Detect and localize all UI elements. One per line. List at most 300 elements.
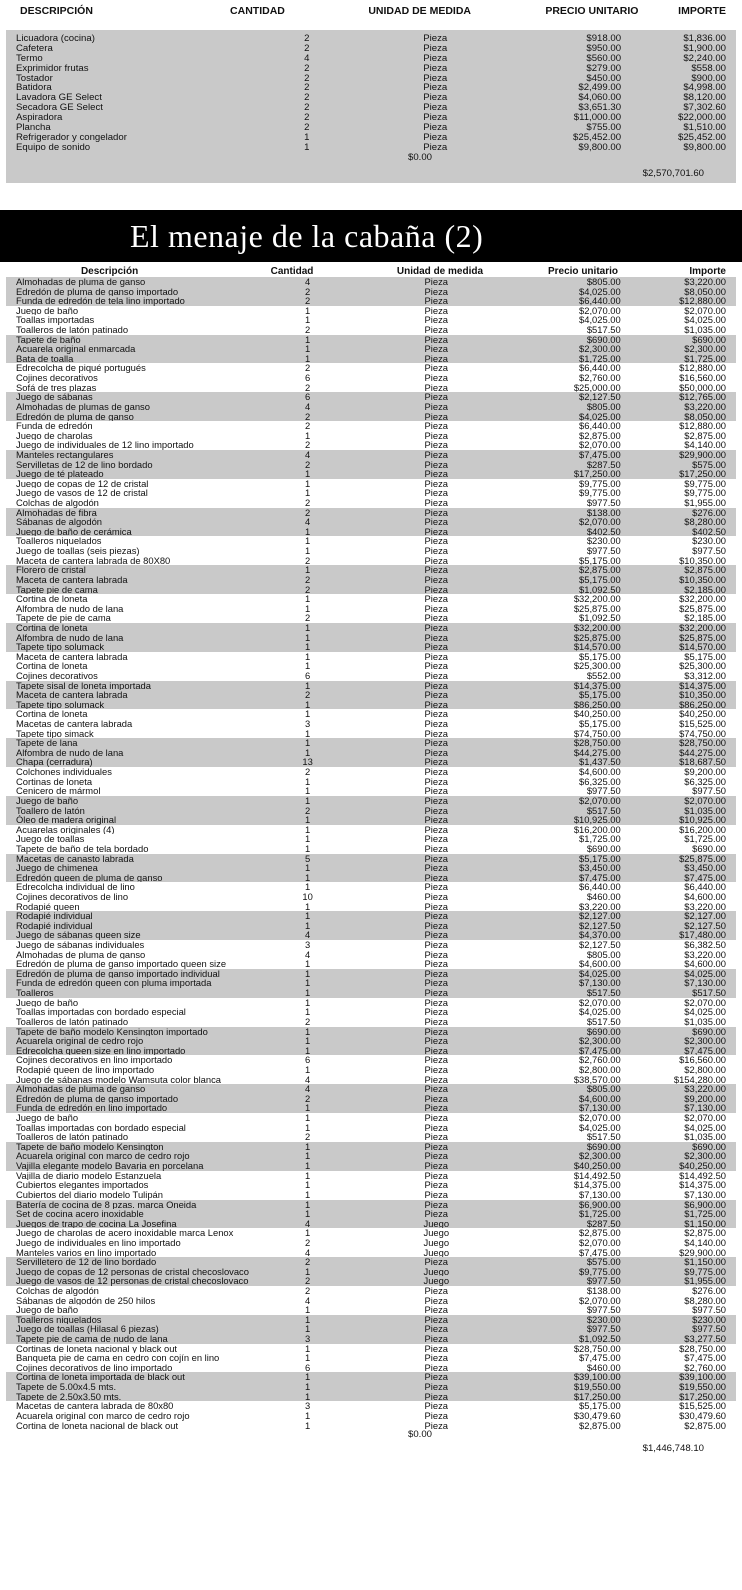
item-quantity: 1 bbox=[304, 305, 311, 316]
item-unit-price: $755.00 bbox=[586, 123, 622, 133]
item-amount: $230.00 bbox=[692, 536, 726, 547]
item-description: Manteles rectangulares bbox=[16, 449, 114, 460]
item-unit: Pieza bbox=[424, 738, 448, 748]
item-description: Cortina de loneta bbox=[16, 661, 88, 671]
item-amount: $1,955.00 bbox=[684, 498, 726, 508]
item-unit: Pieza bbox=[424, 507, 448, 518]
item-quantity: 1 bbox=[304, 1420, 311, 1431]
item-unit-price: $2,070.00 bbox=[579, 1113, 621, 1123]
item-amount: $17,480.00 bbox=[679, 930, 726, 941]
item-description: Set de cocina acero inoxidable bbox=[16, 1209, 144, 1219]
item-description: Bata de toalla bbox=[16, 353, 74, 364]
appliances-table bbox=[6, 0, 736, 183]
item-description: Cojines decorativos de lino bbox=[16, 892, 129, 902]
item-description: Juego de charolas bbox=[16, 430, 93, 441]
item-unit-price: $6,440.00 bbox=[579, 421, 621, 431]
item-amount: $25,875.00 bbox=[679, 603, 726, 614]
item-quantity: 6 bbox=[304, 1362, 311, 1373]
item-amount: $6,382.50 bbox=[684, 940, 726, 950]
item-unit: Pieza bbox=[424, 680, 448, 691]
item-quantity: 1 bbox=[304, 738, 311, 748]
item-quantity: 2 bbox=[304, 1093, 311, 1104]
item-unit: Pieza bbox=[424, 805, 448, 816]
item-unit: Pieza bbox=[424, 1045, 448, 1056]
item-unit-price: $2,127.50 bbox=[579, 392, 621, 402]
table-row bbox=[6, 1200, 736, 1210]
item-amount: $15,525.00 bbox=[679, 719, 726, 729]
item-unit-price: $7,475.00 bbox=[579, 1045, 621, 1056]
item-amount: $2,875.00 bbox=[684, 1228, 726, 1238]
table-row bbox=[6, 854, 736, 864]
item-unit-price: $3,651.30 bbox=[578, 103, 622, 114]
item-unit-price: $17,250.00 bbox=[573, 469, 621, 479]
item-amount: $9,800.00 bbox=[683, 142, 727, 153]
item-unit: Pieza bbox=[424, 1084, 448, 1094]
item-unit-price: $560.00 bbox=[586, 53, 622, 64]
item-quantity: 2 bbox=[304, 574, 311, 585]
item-amount: $2,185.00 bbox=[684, 613, 726, 623]
item-amount: $690.00 bbox=[692, 334, 726, 345]
item-quantity: 1 bbox=[304, 632, 311, 643]
table-row bbox=[6, 527, 736, 537]
table-row bbox=[6, 335, 736, 345]
item-unit: Pieza bbox=[424, 719, 448, 729]
item-unit-price: $6,325.00 bbox=[579, 776, 621, 787]
item-unit: Pieza bbox=[424, 382, 448, 393]
table-row bbox=[6, 1286, 736, 1296]
item-quantity: 1 bbox=[304, 1391, 311, 1402]
item-description: Juegos de trapo de cocina La Josefina bbox=[16, 1218, 177, 1229]
item-amount: $9,775.00 bbox=[684, 1266, 726, 1277]
item-quantity: 5 bbox=[304, 853, 311, 864]
item-description: Juego de baño bbox=[16, 997, 79, 1008]
item-description: Tapete de baño de tela bordado bbox=[16, 843, 149, 854]
item-quantity: 1 bbox=[304, 1372, 311, 1383]
table-row bbox=[6, 940, 736, 950]
table-row bbox=[6, 1267, 736, 1277]
item-unit-price: $5,175.00 bbox=[579, 853, 621, 864]
item-unit: Pieza bbox=[424, 968, 448, 979]
item-unit: Pieza bbox=[424, 517, 448, 527]
item-quantity: 1 bbox=[304, 469, 311, 479]
item-quantity: 2 bbox=[304, 34, 310, 44]
item-description: Tapete de baño modelo Kensington importado bbox=[16, 1026, 208, 1037]
item-unit-price: $14,375.00 bbox=[573, 1180, 621, 1190]
table-row bbox=[6, 613, 736, 623]
table-row bbox=[6, 344, 736, 354]
table-row bbox=[6, 133, 736, 143]
item-unit: Pieza bbox=[424, 940, 448, 950]
item-unit-price: $4,025.00 bbox=[579, 411, 621, 422]
item-unit-price: $9,775.00 bbox=[579, 478, 621, 489]
table-row bbox=[6, 450, 736, 460]
item-unit-price: $6,440.00 bbox=[579, 363, 621, 374]
item-quantity: 2 bbox=[304, 123, 310, 133]
item-amount: $2,185.00 bbox=[684, 584, 726, 595]
item-quantity: 1 bbox=[304, 843, 311, 854]
item-unit: Pieza bbox=[424, 815, 448, 825]
item-description: Tapete de pie de cama bbox=[16, 613, 111, 623]
item-description: Edrecolcha queen size en lino importado bbox=[16, 1045, 186, 1056]
table-row bbox=[6, 873, 736, 883]
table-row bbox=[6, 1036, 736, 1046]
table-row bbox=[6, 719, 736, 729]
item-unit-price: $2,760.00 bbox=[579, 373, 621, 383]
item-unit: Pieza bbox=[424, 997, 448, 1008]
item-description: Juego de toallas (seis piezas) bbox=[16, 546, 140, 556]
header-precio: PRECIO UNITARIO bbox=[545, 5, 639, 17]
item-amount: $25,452.00 bbox=[678, 132, 727, 143]
table-row bbox=[6, 565, 736, 575]
item-quantity: 2 bbox=[304, 459, 311, 470]
item-unit-price: $3,220.00 bbox=[579, 901, 621, 912]
item-quantity: 1 bbox=[304, 776, 311, 787]
item-unit-price: $287.50 bbox=[586, 459, 621, 470]
table-row bbox=[6, 700, 736, 710]
item-description: Almohadas de fibra bbox=[16, 507, 97, 518]
table-row bbox=[6, 1305, 736, 1315]
item-unit-price: $2,070.00 bbox=[579, 1237, 621, 1248]
item-unit-price: $5,175.00 bbox=[579, 574, 621, 585]
table-row bbox=[6, 143, 736, 153]
item-description: Toalleros niquelados bbox=[16, 1314, 102, 1325]
item-unit: Pieza bbox=[424, 1199, 448, 1210]
item-unit: Juego bbox=[423, 1276, 450, 1286]
item-amount: $4,140.00 bbox=[684, 1237, 726, 1248]
item-description: Edredón de pluma de ganso bbox=[16, 411, 134, 422]
item-amount: $900.00 bbox=[691, 73, 727, 84]
item-unit: Pieza bbox=[424, 574, 448, 585]
item-quantity: 1 bbox=[304, 959, 311, 969]
item-quantity: 2 bbox=[304, 1257, 311, 1267]
item-unit: Pieza bbox=[423, 132, 448, 143]
table-row bbox=[6, 460, 736, 470]
item-unit-price: $7,475.00 bbox=[579, 1247, 621, 1258]
item-amount: $32,200.00 bbox=[679, 622, 726, 633]
item-description: Toallero de latón bbox=[16, 805, 85, 816]
item-unit-price: $7,475.00 bbox=[579, 872, 621, 883]
table-row bbox=[6, 1382, 736, 1392]
item-unit-price: $4,600.00 bbox=[579, 1093, 621, 1104]
item-description: Vajilla elegante modelo Bavaria en porcelana bbox=[16, 1161, 204, 1171]
item-description: Florero de cristal bbox=[16, 565, 86, 575]
table-row bbox=[6, 74, 736, 84]
item-description: Juego de individuales en lino importado bbox=[16, 1237, 181, 1248]
table-row bbox=[6, 690, 736, 700]
item-unit-price: $977.50 bbox=[586, 1276, 621, 1286]
item-unit-price: $4,060.00 bbox=[578, 93, 622, 104]
item-unit-price: $7,130.00 bbox=[579, 978, 621, 989]
item-unit: Pieza bbox=[424, 334, 448, 345]
item-unit: Pieza bbox=[424, 988, 448, 998]
item-unit-price: $517.50 bbox=[586, 325, 621, 335]
item-unit-price: $10,925.00 bbox=[573, 815, 621, 825]
item-unit: Pieza bbox=[424, 949, 448, 960]
item-description: Juego de sábanas queen size bbox=[16, 930, 141, 941]
item-unit: Pieza bbox=[424, 699, 448, 710]
table-row bbox=[6, 1084, 736, 1094]
item-unit-price: $14,570.00 bbox=[573, 642, 621, 652]
item-amount: $2,760.00 bbox=[684, 1362, 726, 1373]
item-quantity: 1 bbox=[304, 1007, 311, 1017]
item-unit: Pieza bbox=[424, 767, 448, 777]
item-unit: Pieza bbox=[424, 978, 448, 989]
item-description: Alfombra de nudo de lana bbox=[16, 632, 124, 643]
item-unit-price: $28,750.00 bbox=[573, 738, 621, 748]
item-description: Rodapié queen de lino importado bbox=[16, 1064, 155, 1075]
item-amount: $10,350.00 bbox=[679, 690, 726, 700]
item-quantity: 1 bbox=[304, 1045, 311, 1056]
item-amount: $2,875.00 bbox=[684, 1420, 726, 1431]
item-amount: $6,900.00 bbox=[684, 1199, 726, 1210]
item-unit: Pieza bbox=[424, 882, 448, 892]
item-unit-price: $287.50 bbox=[586, 1218, 621, 1229]
item-unit: Pieza bbox=[424, 776, 448, 787]
cabin-inventory-table bbox=[6, 266, 736, 1456]
item-quantity: 4 bbox=[304, 949, 311, 960]
item-amount: $2,127.00 bbox=[684, 911, 726, 921]
item-amount: $10,350.00 bbox=[679, 555, 726, 566]
item-unit: Pieza bbox=[424, 469, 448, 479]
cabin-total: $1,446,748.10 bbox=[642, 1443, 704, 1455]
item-amount: $86,250.00 bbox=[679, 699, 726, 710]
item-quantity: 10 bbox=[302, 892, 313, 902]
item-unit: Pieza bbox=[424, 344, 448, 354]
item-unit: Pieza bbox=[423, 53, 448, 64]
item-quantity: 2 bbox=[304, 690, 311, 700]
table-row bbox=[6, 536, 736, 546]
item-unit: Pieza bbox=[424, 315, 448, 326]
item-unit-price: $690.00 bbox=[586, 1141, 621, 1152]
item-unit-price: $25,452.00 bbox=[573, 132, 622, 143]
item-unit: Pieza bbox=[424, 449, 448, 460]
table-row bbox=[6, 1142, 736, 1152]
item-unit: Pieza bbox=[424, 286, 448, 297]
table-row bbox=[6, 1209, 736, 1219]
item-quantity: 1 bbox=[304, 546, 311, 556]
item-unit-price: $517.50 bbox=[586, 988, 621, 998]
item-description: Acuarela original de cedro rojo bbox=[16, 1036, 144, 1046]
item-unit: Pieza bbox=[424, 1372, 448, 1383]
item-amount: $1,725.00 bbox=[684, 1209, 726, 1219]
item-quantity: 1 bbox=[304, 872, 311, 883]
item-description: Toalleros de latón patinado bbox=[16, 325, 129, 335]
item-quantity: 2 bbox=[304, 363, 311, 374]
table-row bbox=[6, 921, 736, 931]
item-amount: $1,510.00 bbox=[683, 123, 727, 133]
table-row bbox=[6, 1257, 736, 1267]
item-amount: $7,130.00 bbox=[684, 1103, 726, 1114]
item-unit: Pieza bbox=[423, 123, 448, 133]
item-quantity: 2 bbox=[304, 805, 311, 816]
item-quantity: 4 bbox=[304, 277, 311, 287]
item-quantity: 4 bbox=[304, 449, 311, 460]
item-description: Cubiertos del diario modelo Tulipán bbox=[16, 1189, 163, 1200]
item-unit-price: $40,250.00 bbox=[573, 709, 621, 720]
table-row bbox=[6, 546, 736, 556]
item-unit: Pieza bbox=[424, 1026, 448, 1037]
item-unit: Pieza bbox=[424, 824, 448, 835]
table-row bbox=[6, 902, 736, 912]
item-quantity: 1 bbox=[304, 795, 311, 806]
item-unit-price: $11,000.00 bbox=[573, 113, 622, 124]
table-row bbox=[6, 1151, 736, 1161]
item-quantity: 2 bbox=[304, 498, 311, 508]
item-unit-price: $16,200.00 bbox=[573, 824, 621, 835]
item-unit: Pieza bbox=[423, 93, 448, 104]
item-amount: $22,000.00 bbox=[678, 113, 727, 124]
item-description: Tapete de 2.50x3.50 mts. bbox=[16, 1391, 122, 1402]
item-amount: $1,150.00 bbox=[684, 1218, 726, 1229]
item-amount: $1,955.00 bbox=[684, 1276, 726, 1286]
table-row bbox=[6, 1296, 736, 1306]
item-amount: $402.50 bbox=[692, 526, 726, 537]
item-amount: $39,100.00 bbox=[679, 1372, 726, 1383]
header-descripcion: DESCRIPCIÓN bbox=[20, 5, 93, 17]
item-unit: Pieza bbox=[424, 853, 448, 864]
table-row bbox=[6, 287, 736, 297]
item-unit: Pieza bbox=[424, 536, 448, 547]
item-unit: Pieza bbox=[424, 1103, 448, 1114]
item-quantity: 1 bbox=[304, 978, 311, 989]
item-unit: Pieza bbox=[423, 43, 448, 54]
table-row bbox=[6, 585, 736, 595]
table-row bbox=[6, 1171, 736, 1181]
cabin-table-header bbox=[6, 266, 736, 277]
item-unit: Pieza bbox=[424, 1324, 448, 1335]
item-unit: Pieza bbox=[424, 728, 448, 739]
item-description: Toalleros de latón patinado bbox=[16, 1016, 129, 1027]
item-unit-price: $32,200.00 bbox=[573, 622, 621, 633]
table-row bbox=[6, 930, 736, 940]
item-unit: Pieza bbox=[424, 1410, 448, 1421]
item-amount: $29,900.00 bbox=[679, 1247, 726, 1258]
item-unit: Juego bbox=[423, 1228, 450, 1238]
item-quantity: 1 bbox=[304, 488, 311, 499]
item-quantity: 1 bbox=[304, 1161, 311, 1171]
item-unit-price: $25,000.00 bbox=[573, 382, 621, 393]
item-description: Servilletas de 12 de lino bordado bbox=[16, 459, 153, 470]
item-amount: $4,025.00 bbox=[684, 315, 726, 326]
item-quantity: 1 bbox=[304, 526, 311, 537]
cabin-subtotal: $0.00 bbox=[408, 1429, 433, 1441]
table-row bbox=[6, 1344, 736, 1354]
item-description: Edredón de pluma de ganso importado queen size bbox=[16, 959, 227, 969]
item-unit: Pieza bbox=[424, 401, 448, 412]
item-description: Juego de individuales de 12 lino importado bbox=[16, 440, 194, 450]
item-unit-price: $517.50 bbox=[586, 805, 621, 816]
item-unit: Pieza bbox=[424, 1113, 448, 1123]
item-description: Edredón de pluma de ganso importado bbox=[16, 1093, 179, 1104]
item-unit-price: $1,725.00 bbox=[579, 1209, 621, 1219]
item-unit-price: $28,750.00 bbox=[573, 1343, 621, 1354]
item-unit: Pieza bbox=[424, 920, 448, 931]
item-unit-price: $460.00 bbox=[586, 892, 621, 902]
item-unit-price: $460.00 bbox=[586, 1362, 621, 1373]
item-amount: $4,600.00 bbox=[684, 892, 726, 902]
item-unit: Pieza bbox=[424, 757, 448, 768]
item-unit: Pieza bbox=[424, 296, 448, 306]
table-row bbox=[6, 633, 736, 643]
item-description: Toallas importadas con bordado especial bbox=[16, 1122, 186, 1133]
item-amount: $1,836.00 bbox=[683, 34, 727, 44]
item-quantity: 1 bbox=[304, 824, 311, 835]
item-description: Tapete de baño modelo Kensington bbox=[16, 1141, 164, 1152]
item-quantity: 2 bbox=[304, 584, 311, 595]
item-unit: Pieza bbox=[424, 430, 448, 441]
item-unit: Pieza bbox=[424, 930, 448, 941]
table-row bbox=[6, 959, 736, 969]
table-row bbox=[6, 1055, 736, 1065]
item-description: Juego de vasos de 12 de cristal bbox=[16, 488, 148, 499]
item-quantity: 3 bbox=[304, 1401, 311, 1411]
item-amount: $7,475.00 bbox=[684, 1045, 726, 1056]
item-description: Juego de sábanas modelo Wamsuta color blanca bbox=[16, 1074, 221, 1085]
item-description: Exprimidor frutas bbox=[16, 63, 89, 74]
table-row bbox=[6, 421, 736, 431]
item-quantity: 1 bbox=[304, 353, 311, 364]
table-row bbox=[6, 1315, 736, 1325]
table-row bbox=[6, 1238, 736, 1248]
item-quantity: 1 bbox=[304, 1151, 311, 1162]
item-amount: $977.50 bbox=[692, 1324, 726, 1335]
item-unit: Pieza bbox=[424, 786, 448, 796]
header-cantidad: CANTIDAD bbox=[230, 5, 285, 17]
table-row bbox=[6, 1421, 736, 1431]
item-quantity: 2 bbox=[304, 93, 310, 104]
table-row bbox=[6, 1353, 736, 1363]
item-unit-price: $977.50 bbox=[586, 1305, 621, 1315]
item-unit-price: $7,475.00 bbox=[579, 449, 621, 460]
item-description: Banqueta pie de cama en cedro con cojín en lino bbox=[16, 1353, 220, 1363]
item-description: Cubiertos elegantes importados bbox=[16, 1180, 149, 1190]
item-quantity: 1 bbox=[304, 1026, 311, 1037]
item-unit-price: $4,370.00 bbox=[579, 930, 621, 941]
item-amount: $10,925.00 bbox=[679, 815, 726, 825]
item-amount: $4,600.00 bbox=[684, 959, 726, 969]
item-quantity: 2 bbox=[304, 1016, 311, 1027]
item-unit: Pieza bbox=[424, 1074, 448, 1085]
item-quantity: 1 bbox=[304, 709, 311, 720]
item-unit-price: $230.00 bbox=[586, 1314, 621, 1325]
table-row bbox=[6, 402, 736, 412]
table-row bbox=[6, 412, 736, 422]
item-amount: $16,560.00 bbox=[679, 1055, 726, 1065]
item-amount: $40,250.00 bbox=[679, 1161, 726, 1171]
item-unit: Juego bbox=[423, 1237, 450, 1248]
item-quantity: 4 bbox=[304, 401, 311, 412]
appliances-table-header bbox=[6, 0, 736, 30]
item-amount: $12,880.00 bbox=[679, 363, 726, 374]
item-unit-price: $918.00 bbox=[586, 34, 622, 44]
item-quantity: 1 bbox=[304, 603, 311, 614]
item-unit-price: $690.00 bbox=[586, 1026, 621, 1037]
item-description: Colchas de algodón bbox=[16, 498, 99, 508]
item-unit-price: $2,875.00 bbox=[579, 1228, 621, 1238]
item-quantity: 1 bbox=[304, 1410, 311, 1421]
item-amount: $3,220.00 bbox=[684, 277, 726, 287]
item-amount: $50,000.00 bbox=[679, 382, 726, 393]
item-unit-price: $1,092.50 bbox=[579, 1334, 621, 1344]
header-descripcion: Descripción bbox=[80, 266, 139, 277]
item-description: Toalleros de latón patinado bbox=[16, 1132, 129, 1142]
item-description: Alfombra de nudo de lana bbox=[16, 603, 124, 614]
item-unit-price: $279.00 bbox=[586, 63, 622, 74]
item-unit: Pieza bbox=[423, 83, 448, 94]
item-unit-price: $86,250.00 bbox=[573, 699, 621, 710]
item-unit-price: $4,025.00 bbox=[579, 286, 621, 297]
item-unit-price: $14,492.50 bbox=[573, 1170, 621, 1181]
